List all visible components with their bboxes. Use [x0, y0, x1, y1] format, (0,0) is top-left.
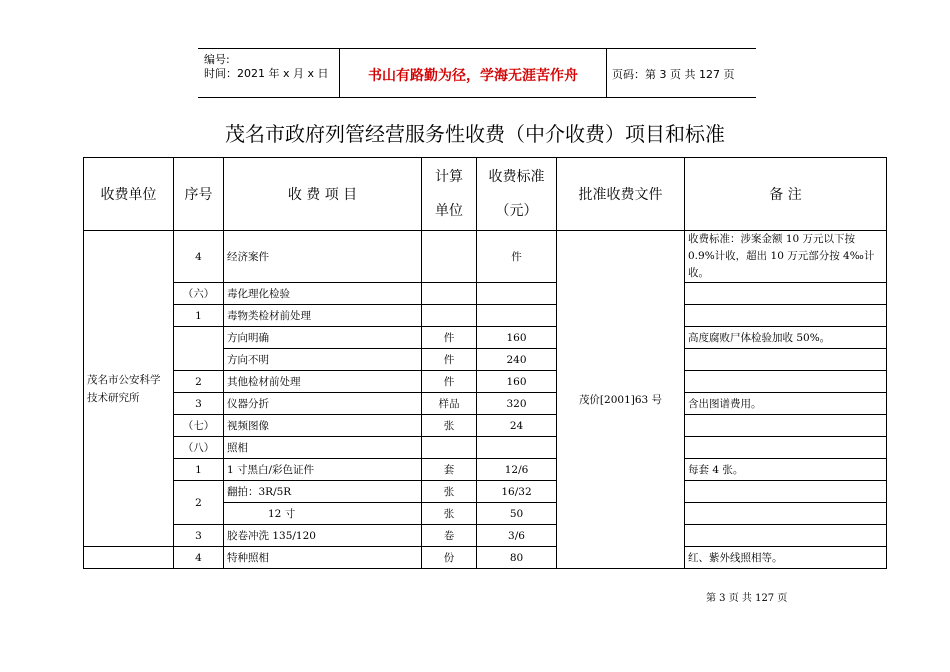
item-cell: 视频图像: [224, 415, 422, 437]
table-row: [84, 415, 887, 437]
measure-cell: [422, 283, 477, 305]
note-cell: [685, 283, 887, 305]
header-motto-cell: [339, 49, 607, 97]
page-footer: 第 3 页 共 127 页: [706, 593, 788, 604]
table-row: [84, 371, 887, 393]
header-meta-cell: [198, 49, 339, 97]
standard-cell: 件: [477, 231, 557, 283]
measure-cell: [422, 305, 477, 327]
standard-cell: [477, 283, 557, 305]
item-cell: 其他检材前处理: [224, 371, 422, 393]
measure-cell: 卷: [422, 525, 477, 547]
note-cell: [685, 305, 887, 327]
note-cell: [685, 503, 887, 525]
standard-cell: 24: [477, 415, 557, 437]
unit-empty-cell: [84, 547, 174, 569]
doc-cell: 茂价[2001]63 号: [557, 231, 685, 569]
item-cell: 毒化理化检验: [224, 283, 422, 305]
note-cell: [685, 349, 887, 371]
note-cell: 高度腐败尸体检验加收 50%。: [685, 327, 887, 349]
measure-cell: 样品: [422, 393, 477, 415]
table-row: [84, 327, 887, 349]
note-cell: 每套 4 张。: [685, 459, 887, 481]
note-cell: 含出图谱费用。: [685, 393, 887, 415]
standard-cell: 320: [477, 393, 557, 415]
table-header-row: [84, 158, 887, 231]
note-cell: 收费标准：涉案金额 10 万元以下按 0.9%计收，超出 10 万元部分按 4‰计收。: [685, 231, 887, 283]
item-cell: 照相: [224, 437, 422, 459]
measure-cell: 张: [422, 503, 477, 525]
header-unit: 收费单位: [84, 158, 174, 231]
seq-cell: （七）: [174, 415, 224, 437]
item-cell: 经济案件: [224, 231, 422, 283]
measure-cell: 张: [422, 481, 477, 503]
header-item: 收 费 项 目: [224, 158, 422, 231]
motto-text: 书山有路勤为径，学海无涯苦作舟: [368, 68, 578, 84]
seq-cell: 4: [174, 231, 224, 283]
standard-cell: [477, 437, 557, 459]
standard-cell: 3/6: [477, 525, 557, 547]
table-row: [84, 437, 887, 459]
measure-cell: 套: [422, 459, 477, 481]
note-cell: 红、紫外线照相等。: [685, 547, 887, 569]
standard-cell: 50: [477, 503, 557, 525]
item-cell: 方向不明: [224, 349, 422, 371]
table-row: [84, 393, 887, 415]
table-row: [84, 231, 887, 283]
seq-cell: 3: [174, 525, 224, 547]
header-standard: [477, 158, 557, 231]
standard-cell: 160: [477, 327, 557, 349]
seq-cell: 4: [174, 547, 224, 569]
page-title: 茂名市政府列管经营服务性收费（中介收费）项目和标准: [225, 122, 725, 146]
header-standard-bottom: （元）: [495, 203, 538, 219]
standard-cell: 16/32: [477, 481, 557, 503]
seq-cell: 3: [174, 393, 224, 415]
seq-cell: 2: [174, 371, 224, 393]
standard-cell: [477, 305, 557, 327]
table-row: [84, 481, 887, 503]
header-measure-bottom: 单位: [435, 203, 463, 219]
document-header: [198, 48, 756, 98]
table-row: [84, 459, 887, 481]
header-doc: 批准收费文件: [557, 158, 685, 231]
item-cell: 方向明确: [224, 327, 422, 349]
standard-cell: 160: [477, 371, 557, 393]
measure-cell: 件: [422, 371, 477, 393]
fee-table: [83, 157, 887, 569]
measure-cell: 件: [422, 349, 477, 371]
header-measure: [422, 158, 477, 231]
item-cell: 翻拍：3R/5R: [224, 481, 422, 503]
note-cell: [685, 481, 887, 503]
item-cell: 毒物类检材前处理: [224, 305, 422, 327]
item-cell: 仪器分折: [224, 393, 422, 415]
seq-cell: （八）: [174, 437, 224, 459]
measure-cell: [422, 437, 477, 459]
measure-cell: [422, 231, 477, 283]
note-cell: [685, 371, 887, 393]
seq-cell: [174, 327, 224, 371]
header-note: 备 注: [685, 158, 887, 231]
table-row: [84, 283, 887, 305]
standard-cell: 80: [477, 547, 557, 569]
serial-label: 编号:: [204, 53, 230, 66]
item-cell: 胶卷冲洗 135/120: [224, 525, 422, 547]
unit-name-cell: 茂名市公安科学技术研究所: [84, 231, 174, 547]
header-seq: 序号: [174, 158, 224, 231]
page-info: 页码：第 3 页 共 127 页: [612, 68, 735, 81]
item-cell: 12 寸: [224, 503, 422, 525]
time-label: 时间：2021 年 x 月 x 日: [204, 67, 329, 80]
header-page-cell: [606, 49, 756, 97]
note-cell: [685, 415, 887, 437]
table-row: [84, 525, 887, 547]
table-row: [84, 547, 887, 569]
note-cell: [685, 437, 887, 459]
header-measure-top: 计算: [435, 169, 463, 185]
seq-cell: 1: [174, 459, 224, 481]
item-cell: 1 寸黑白/彩色证件: [224, 459, 422, 481]
header-standard-top: 收费标准: [488, 169, 545, 185]
item-cell: 特种照相: [224, 547, 422, 569]
measure-cell: 件: [422, 327, 477, 349]
standard-cell: 240: [477, 349, 557, 371]
measure-cell: 份: [422, 547, 477, 569]
seq-cell: 2: [174, 481, 224, 525]
note-cell: [685, 525, 887, 547]
standard-cell: 12/6: [477, 459, 557, 481]
seq-cell: （六）: [174, 283, 224, 305]
table-row: [84, 305, 887, 327]
measure-cell: 张: [422, 415, 477, 437]
seq-cell: 1: [174, 305, 224, 327]
